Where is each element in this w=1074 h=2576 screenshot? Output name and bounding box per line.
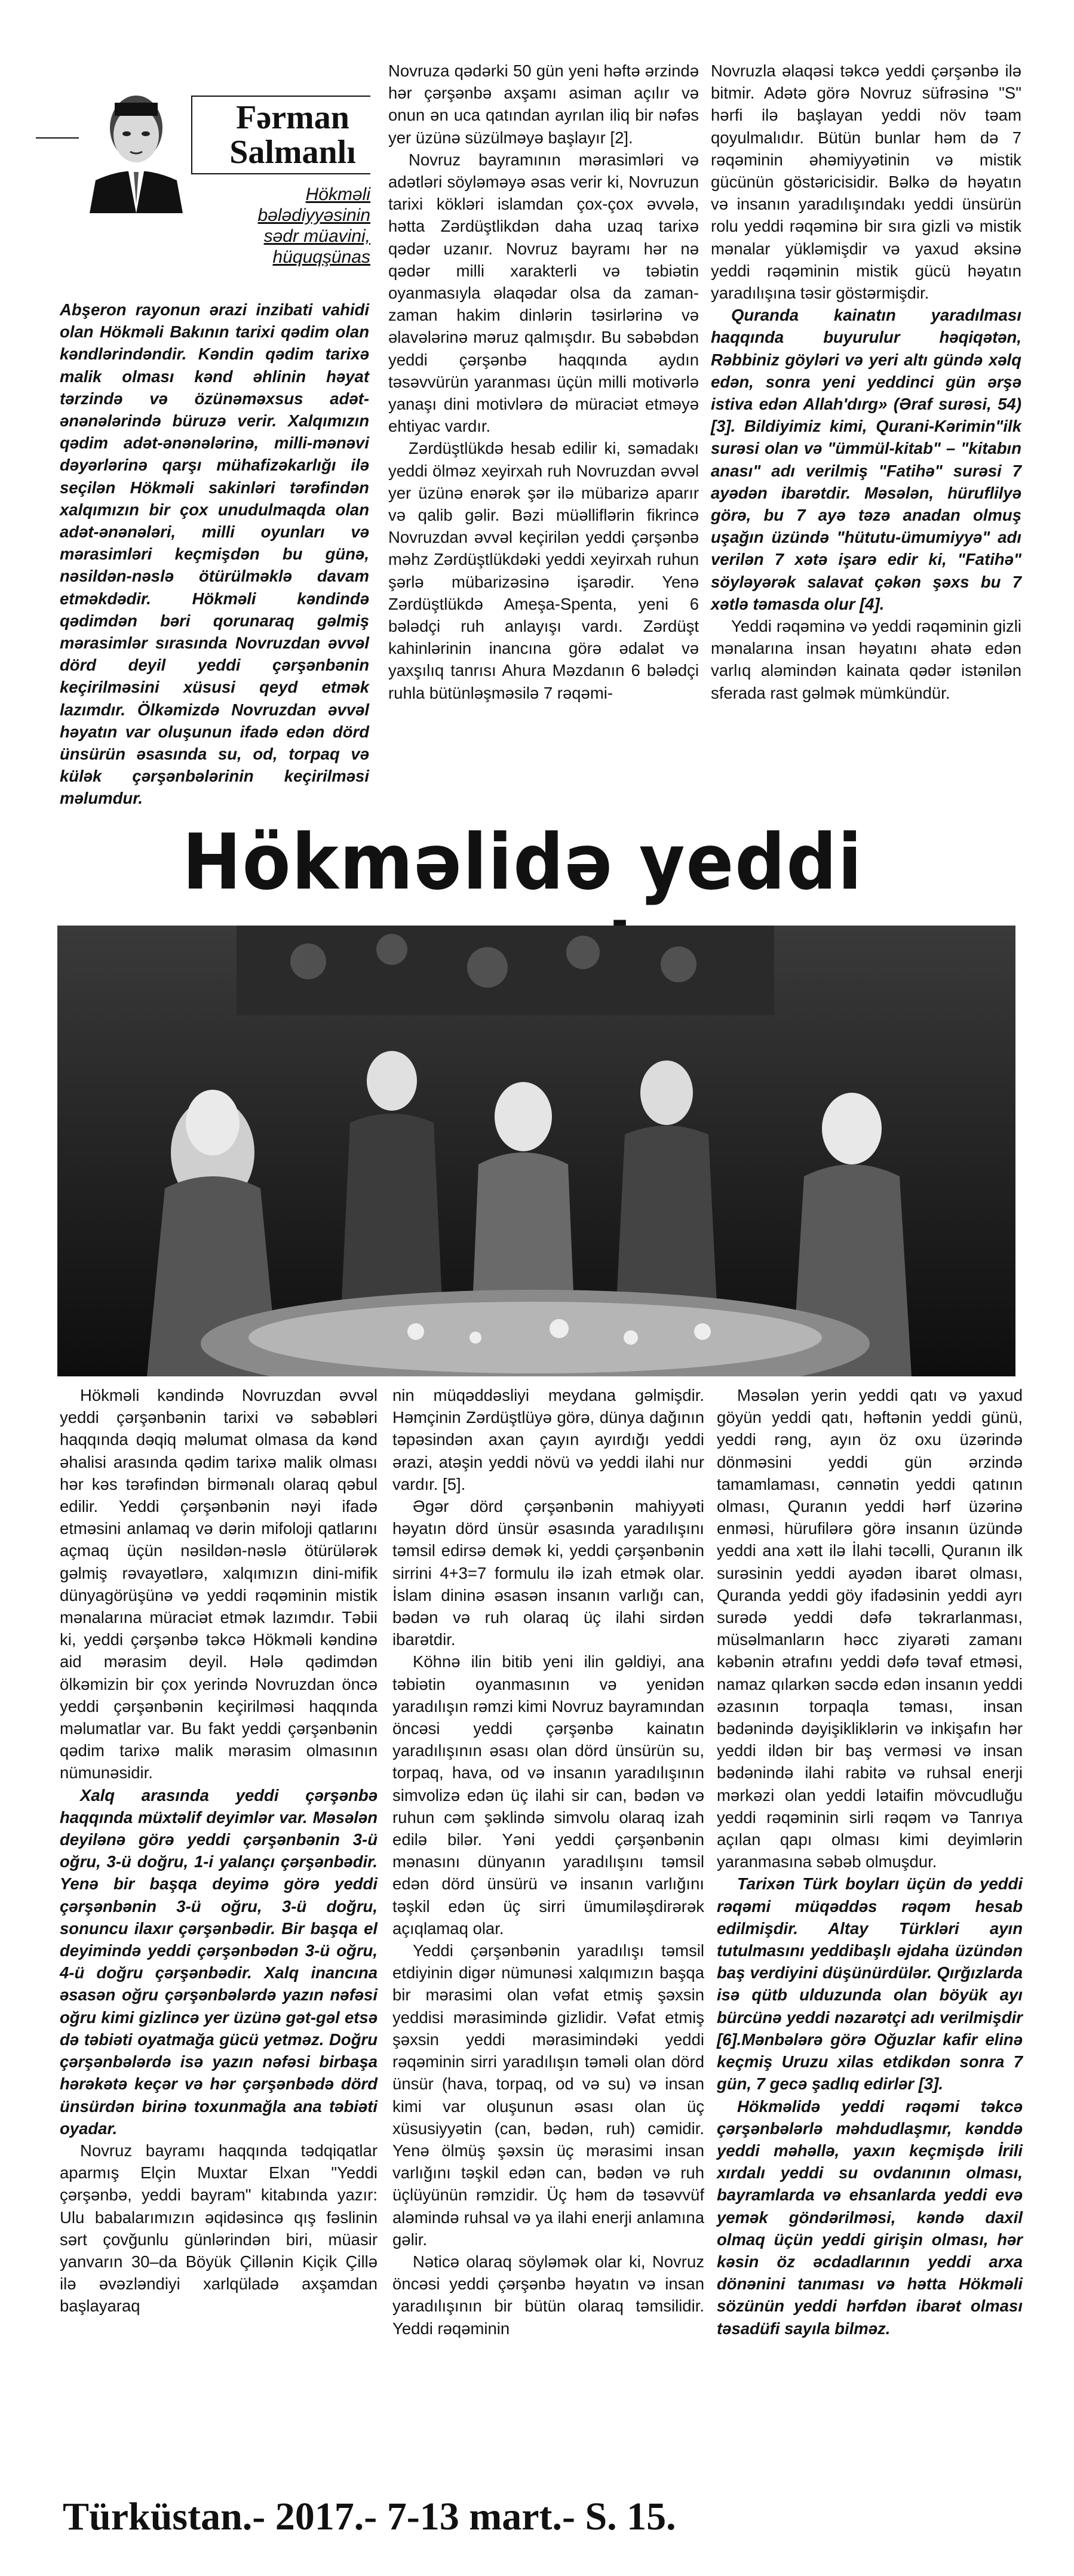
bottom-col2-para-3: Köhnə ilin bitib yeni ilin gəldiyi, ana təbiətin oyanmasının və yenidən yaradılışın rəmzi kimi Novruz bayramından öncəsi yeddi çərşənbə kainatın yaradılışının əsası olan dörd ünsürün su, torpaq, hava, od və insanın yaradılışının simvolizə edən üç ilahi sir can, bədən və ruhun cəm şəklində simvolu olaraq izah edilə bilər. Yəni yeddi çərşənbənin mənasını dünyanın yaradılışını təmsil edən dörd ünsürü və insanın varlığını təşkil edən üç sirri ümumiləşdirərək açıqlamaq olar. bbox=[392, 1652, 704, 1938]
top-col1-para-1: Abşeron rayonun ərazi inzibati vahidi olan Hökməli Bakının tarixi qədim olan kəndlərindəndir. Kəndin qədim tarixə malik olması kənd əhlinin həyat tərzində və özünəməxsus adət-ənənələrində büruzə verir. Xalqımızın qədim adət-ənənələrinə, milli-mənəvi dəyərlərinə qarşı mühafizəkarlığı ilə seçilən Hökməli sakinləri tərəfindən xalqımızın bir çox unudulmaqda olan adət-ənənələri, milli oyunları və mərasimləri keçmişdən bu günə, nəsildən-nəslə ötürülməklə davam etməkdədir. Hökməli kəndində qədimdən bəri qorunaraq gəlmiş mərasimlər sırasında Novruzdan əvvəl dörd deyil yeddi çərşənbənin keçirilməsini xüsusi qeyd etmək lazımdır. Ölkəmizdə Novruzdan əvvəl həyatın var oluşunun ifadə edən dörd ünsürün əsasında su, od, torpaq və külək çərşənbələrinin keçirilməsi məlumdur. bbox=[60, 300, 369, 808]
top-col3-para-3: Yeddi rəqəminə və yeddi rəqəminin gizli mənalarına insan həyatını əhatə edən varlıq aləmindən kainata qədər istənilən sferada rast gəlmək mümkündür. bbox=[711, 617, 1021, 702]
top-column-1 bbox=[60, 299, 369, 810]
top-col3-para-1: Novruzla əlaqəsi təkcə yeddi çərşənbə ilə bitmir. Adətə görə Novruz süfrəsinə "S" hərfi ilə başlayan yeddi növ təam qoyulmalıdır. Bütün bunlar həm də 7 rəqəminin əhəmiyyətinin və mistik gücünün göstəricisidir. Bəlkə də həyatın və insanın yaradılışındakı yeddi ünsürün rolu yeddi rəqəminə bir sıra gizli və mistik mənalar yükləmişdir və yaxud əksinə yeddi rəqəminin mistik gücü həyatın yaradılışına təsir göstərmişdir. bbox=[711, 62, 1021, 303]
author-rule-vertical bbox=[191, 96, 192, 173]
bottom-col3-para-3: Hökməlidə yeddi rəqəmi təkcə çərşənbələrlə məhdudlaşmır, kənddə yeddi məhəllə, yaxın keçmişdə İrili xırdalı yeddi su ovdanının olması, bayramlarda və ehsanlarda yeddi evə yemək göndərilməsi, kəndə daxil olmaq üçün yeddi girişin olması, hər kəsin öz əcdadlarının yeddi arxa dönənini tanıması və hətta Hökməli sözünün yeddi hərfdən ibarət olması təsadüfi sayıla bilməz. bbox=[717, 2097, 1023, 2338]
bottom-column-1 bbox=[60, 1384, 378, 2317]
top-column-2 bbox=[388, 60, 699, 704]
article-photo bbox=[57, 926, 1015, 1376]
bottom-col1-para-1: Hökməli kəndində Novruzdan əvvəl yeddi çərşənbənin tarixi və səbəbləri haqqında dəqiq məlumat olmasa da kənd əhalisi arasında qədim tarixə malik olması hər kəs tərəfindən birmənalı olaraq qəbul edilir. Yeddi çərşənbənin nəyi ifadə etməsini anlamaq və dərin mifoloji qatlarını açmaq üçün nəsildən-nəslə ötürülərək gəlmiş rəvayətlərə, xalqımızın dini-mifik dünyagörüşünə və yeddi rəqəminin mistik mənalarına müraciət etmək lazımdır. Təbii ki, yeddi çərşənbə təkcə Hökməli kəndinə aid mərasim deyil. Hələ qədimdən ölkəmizin bir çox yerində Novruzdan öncə yeddi çərşənbənin keçirilməsi haqqında məlumatlar var. Bu fakt yeddi çərşənbənin qədim tarixə malik mərasim olmasının nümunəsidir. bbox=[60, 1386, 378, 1782]
bottom-col2-para-1: nin müqəddəsliyi meydana gəlmişdir. Həmçinin Zərdüştlüyə görə, dünya dağının təpəsindən axan çayın ayırdığı yeddi ərazi, atəşin yeddi növü və yeddi ilahi nur vardır. [5]. bbox=[392, 1386, 704, 1493]
top-column-3 bbox=[711, 60, 1021, 704]
bottom-col1-para-3: Novruz bayramı haqqında tədqiqatlar aparmış Elçin Muxtar Elxan "Yeddi çərşənbə, yeddi bayram" kitabında yazır: Ulu babalarımızın əqidəsincə qış fəslinin sərt çovğunlu günlərindən biri, müasir yanvarın 30–da Böyük Çillənin Kiçik Çillə ilə əvəzləndiyi xarlqüladə axşamdan başlayaraq bbox=[60, 2141, 378, 2316]
bottom-col3-para-1: Məsələn yerin yeddi qatı və yaxud göyün yeddi qatı, həftənin yeddi günü, yeddi rəng, ayın öz oxu üzərində dönməsini yeddi gün ərzində tamamlaması, cənnətin yeddi qatının olması, Quranın yeddi hərf üzərinə enməsi, hürufilərə görə insanın üzündə yeddi ana xətt ilə İlahi təcəlli, Quranın ilk surəsinin yeddi ayədən ibarət olması, Quranda yeddi göy ifadəsinin yeddi ayrı surədə yeddi dəfə təkrarlanması, müsəlmanların həcc ziyarəti zamanı kəbənin ətrafını yeddi dəfə təvaf etməsi, namaz qılarkən səcdə edən insanın yeddi əzasının torpaqla təması, insan bədənində dəyişikliklərin və inkişafın hər yeddi ildən bir baş verməsi və insan bədənində ilahi rabitə və ruhsal enerji mərkəzi olan yeddi lətaifin mövcudluğu yeddi rəqəminin sirli rəqəm və Tanrıya açılan qapı olması kimi deyimlərin yaranmasına səbəb olmuşdur. bbox=[717, 1386, 1023, 1871]
author-photo bbox=[84, 85, 188, 213]
bottom-col2-para-2: Əgər dörd çərşənbənin mahiyyəti həyatın dörd ünsür əsasında yaradılışını təmsil edirsə demək ki, yeddi çərşənbənin sirrini 4+3=7 formulu ilə izah etmək olar. İslam dininə əsasən insanın varlığı can, bədən və ruh olaraq üç ilahi sirdən ibarətdir. bbox=[392, 1497, 704, 1649]
bottom-column-3 bbox=[717, 1384, 1023, 2340]
author-name bbox=[215, 100, 370, 170]
top-col2-para-3: Zərdüştlükdə hesab edilir ki, səmadakı yeddi ölməz xeyirxah ruh Novruzdan əvvəl yer üzünə enərək şər ilə mübarizə aparır və qalib gəlir. Bəzi müəlliflərin fikrincə Novruzdan əvvəl keçirilən yeddi çərşənbə məhz Zərdüştlükdəki yeddi xeyirxah ruhun şərlə mübarizəsinə işarədir. Yenə Zərdüştlükdə Ameşa-Spenta, yeni 6 bələdçi ruh anlayışı vardı. Zərdüşt kahinlərinin inancına görə ədalət və yaxşılıq tanrısı Ahura Məzdanın 6 bələdçi ruhla bütünləşməsilə 7 rəqəmi- bbox=[388, 439, 699, 702]
top-col3-para-2: Quranda kainatın yaradılması haqqında buyurulur həqiqətən, Rəbbiniz göyləri və yeri altı gündə xəlq edən, sonra yeni yeddinci gün ərşə istiva edən Allah'dırg» (Əraf surəsi, 54) [3]. Bildiyimiz kimi, Qurani-Kərimin"ilk surəsi olan və "ümmül-kitab" – "kitabın anası" adı verilmiş "Fatihə" surəsi 7 ayədən ibarətdir. Məsələn, hüruflilyə görə, bu 7 ayə təzə anadan olmuş uşağın üzündə "hütutu-ümumiyyə" adı verilən 7 xətə işarə edir ki, "Fatihə" söyləyərək salavat çəkən şəxs bu 7 xətlə təmasda olur [4]. bbox=[711, 306, 1021, 613]
bottom-col1-para-2: Xalq arasında yeddi çərşənbə haqqında müxtəlif deyimlər var. Məsələn deyilənə görə yeddi çərşənbənin 3-ü oğru, 3-ü doğru, 1-i yalançı çərşənbədir. Yenə bir başqa deyimə görə yeddi çərşənbənin 3-ü oğru, 3-ü doğru, sonuncu ilaxır çərşənbədir. Bir başqa el deyimində yeddi çərşənbədən 3-ü oğru, 4-ü doğru çərşənbədir. Xalq inancına əsasən oğru çərşənbələrdə yazın nəfəsi oğru kimi gizlincə yer üzünə gət-gəl etsə də təbiəti oyatmağa gücü yetməz. Doğru çərşənbələrdə isə yazın nəfəsi birbaşa hərəkətə keçər və hər çərşənbədə dörd ünsürdən birinə toxunmağla ana təbiəti oyadar. bbox=[60, 1785, 378, 2138]
article-title: Hökməlidə yeddi bbox=[182, 818, 863, 907]
top-col2-para-2: Novruz bayramının mərasimləri və adətləri söyləməyə əsas verir ki, Novruzun tarixi kökləri islamdan çox-çox əvvələ, hətta Zərdüştlikdən daha uzaq tarixə qədər uzanır. Novruz bayramı hər nə qədər milli xarakterli və təbiətin oyanmasıyla əlaqədar olsa da zaman-zaman hakim dinlərin təsirlərinə və əlavələrinə məruz qalmışdır. Bu səbəbdən yeddi çərşənbə haqqında aydın təsəvvürün yaranması üçün milli motivərlə yanaşı dini motivlərə də müraciət etməyə ehtiyac vardır. bbox=[388, 150, 699, 436]
author-role: Hökməli bələdiyyəsinin sədr müavini, hüquqşünas bbox=[257, 185, 370, 267]
author-rule-left bbox=[36, 137, 79, 139]
photo-illustration bbox=[57, 926, 1015, 1376]
author-rule-top bbox=[191, 96, 370, 97]
bottom-col2-para-5: Nəticə olaraq söyləmək olar ki, Novruz öncəsi yeddi çərşənbə həyatın və insan yaradılışının bir bütün olaraq təmsilidir. Yeddi rəqəminin bbox=[392, 2252, 704, 2338]
bottom-col3-para-2: Tarixən Türk boyları üçün də yeddi rəqəmi müqəddəs rəqəm hesab edilmişdir. Altay Türkləri ayın tutulmasını yeddibaşlı əjdaha üzündən baş verdiyini düşünürdülər. Qırğızlarda isə qütb ulduzunda olan böyük ayı bürcünə yeddi nəzarətçi adı verilmişdir [6].Mənbələrə görə Oğuzlar kafir elinə keçmiş Uruzu xilas etdikdən sonra 7 gün, 7 gecə şadlıq edirlər [3]. bbox=[717, 1874, 1023, 2094]
bottom-column-2 bbox=[392, 1384, 704, 2340]
top-col2-para-1: Novruza qədərki 50 gün yeni həftə ərzində hər çərşənbə axşamı asiman açılır və onun ən uca qatından ayrılan iliq bir nəfəs yer üzünə süzülməyə başlayır [2]. bbox=[388, 62, 699, 147]
author-rule-mid bbox=[191, 173, 370, 174]
source-citation: Türküstan.- 2017.- 7-13 mart.- S. 15. bbox=[63, 2495, 676, 2538]
author-box bbox=[36, 72, 370, 266]
author-first-name: Fərman bbox=[236, 99, 349, 136]
author-last-name: Salmanlı bbox=[229, 134, 356, 171]
bottom-col2-para-4: Yeddi çərşənbənin yaradılışı təmsil etdiyinin digər nümunəsi xalqımızın başqa bir mərasimi olan vəfat etmiş şəxsin yeddisi mərasimində gizlidir. Vəfat etmiş şəxsin yeddi mərasimindəki yeddi rəqəminin sirri yaradılışın təməli olan dörd ünsür (hava, torpaq, od və su) və insan kimi var oluşunun əsası olan üç xüsusiyyətin (can, bədən, ruh) cəmidir. Yenə ölmüş şəxsin üç mərasimi insan varlığını təşkil edən can, bədən və ruh üçlüyünün rəmzidir. Üç həm də təsəvvüf aləmində ruhsal və ya ilahi enerji anlamına gəlir. bbox=[392, 1941, 704, 2249]
